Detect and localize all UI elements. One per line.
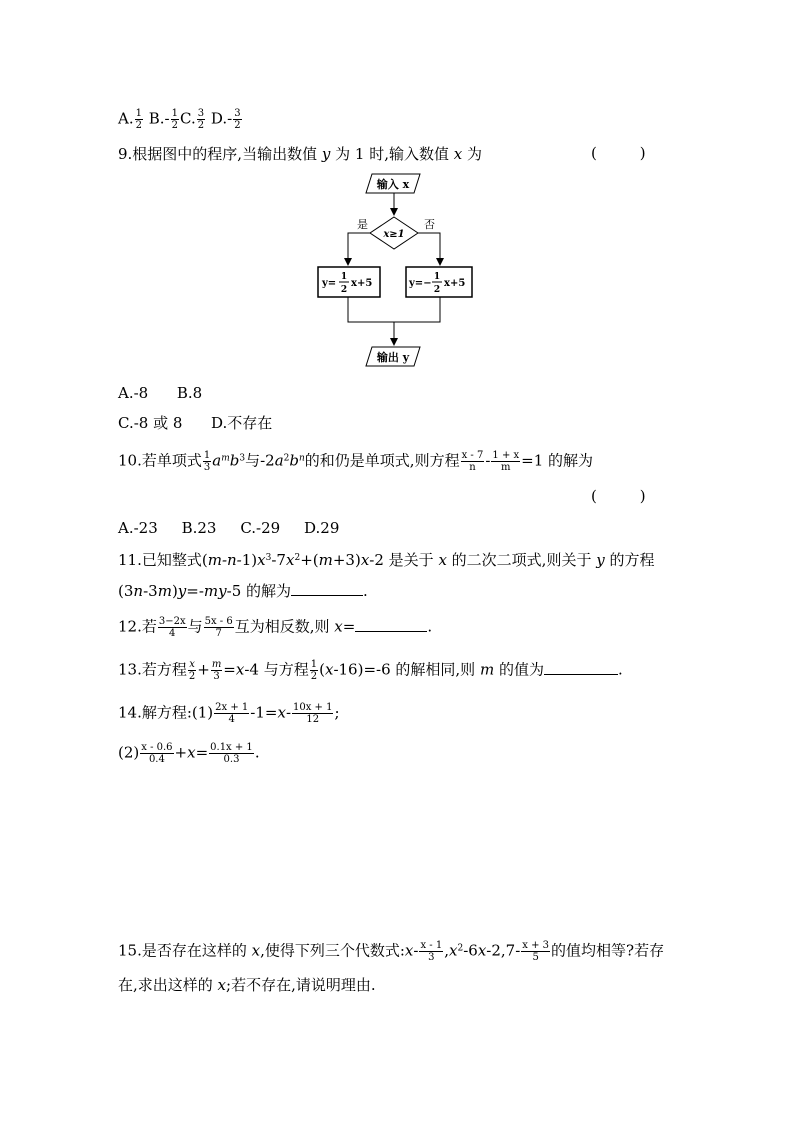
svg-text:y=: y= — [322, 278, 337, 289]
svg-text:x+5: x+5 — [444, 278, 466, 289]
flowchart — [0, 165, 794, 405]
q10-options: A.-23 B.23 C.-29 D.29 — [118, 519, 340, 537]
fraction: $\frac{1}{2}$ — [171, 108, 178, 131]
answer-blank[interactable] — [544, 660, 618, 675]
fraction: $\frac{1}{2}$ — [135, 108, 142, 131]
answer-blank[interactable] — [355, 617, 427, 632]
svg-text:1: 1 — [340, 272, 348, 282]
q14-part-2: (2) $\frac{x - 0.6}{0.4}$ +x= $\frac{0.1x + 1}{0.3}$ . — [118, 742, 260, 765]
q15-line-1: 15.是否存在这样的 x,使得下列三个代数式:x- $\frac{x - 1}{3}$ $,x^2-6x-2,7-$ $\frac{x + 3}{5}$ 的值均相等?若存 — [118, 940, 665, 963]
q10-answer-bracket: ( ) — [591, 487, 646, 505]
q8-options: A. $\frac{1}{2}$ B.- $\frac{1}{2}$ C. $\frac{3}{2}$ D.- $\frac{3}{2}$ — [118, 108, 241, 131]
q11-line-1: 11.已知整式$(m-n-1)x^3-7x^2+(m+3)x-2$ 是关于 x 的二次二项式,则关于 y 的方程 — [118, 551, 655, 569]
q13-stem: 13.若方程 $\frac{x}{2}$ + $\frac{m}{3}$ =x-4 与方程 $\frac{1}{2}$ (x-16)=-6 的解相同,则 m 的值为 . — [118, 659, 623, 682]
q9-options-1: A.-8 B.8 — [118, 384, 203, 402]
svg-text:2: 2 — [340, 285, 348, 295]
q9-options-2: C.-8 或 8 D.不存在 — [118, 414, 273, 432]
answer-blank[interactable] — [291, 581, 363, 596]
svg-text:1: 1 — [433, 272, 441, 282]
flow-output-label: 输出 y — [376, 351, 410, 364]
q9-answer-bracket: ( ) — [591, 144, 646, 162]
fraction: $\frac{3}{2}$ — [234, 108, 241, 131]
fraction: $\frac{3}{2}$ — [197, 108, 205, 131]
q15-line-2: 在,求出这样的 x;若不存在,请说明理由. — [118, 976, 376, 994]
svg-text:2: 2 — [433, 285, 441, 295]
q12-stem: 12.若 $\frac{3-2x}{4}$ 与 $\frac{5x - 6}{7}$ 互为相反数,则 x= . — [118, 616, 433, 639]
q10-stem: 10.若单项式 $\frac{1}{3}$ $a^mb^3$与$-2a^2b^n$的和仍是单项式,则方程 $\frac{x - 7}{n}$ - $\frac{1 + x}{m}$ =1 的解为 — [118, 450, 594, 473]
svg-text:x+5: x+5 — [351, 278, 373, 289]
q9-stem: 9.根据图中的程序,当输出数值 y 为 1 时,输入数值 x 为 — [118, 145, 482, 163]
flow-yes-label: 是 — [357, 218, 368, 231]
flow-input-label: 输入 x — [376, 178, 410, 191]
svg-text:y=−: y=− — [409, 278, 432, 289]
flow-condition-label: x≥1 — [383, 229, 405, 240]
flow-no-label: 否 — [424, 218, 435, 231]
q14-part-1: 14.解方程:(1) $\frac{2x + 1}{4}$ -1=x- $\frac{10x + 1}{12}$ ; — [118, 702, 340, 725]
q11-line-2: (3n-3m)y=-my-5 的解为 . — [118, 582, 368, 600]
